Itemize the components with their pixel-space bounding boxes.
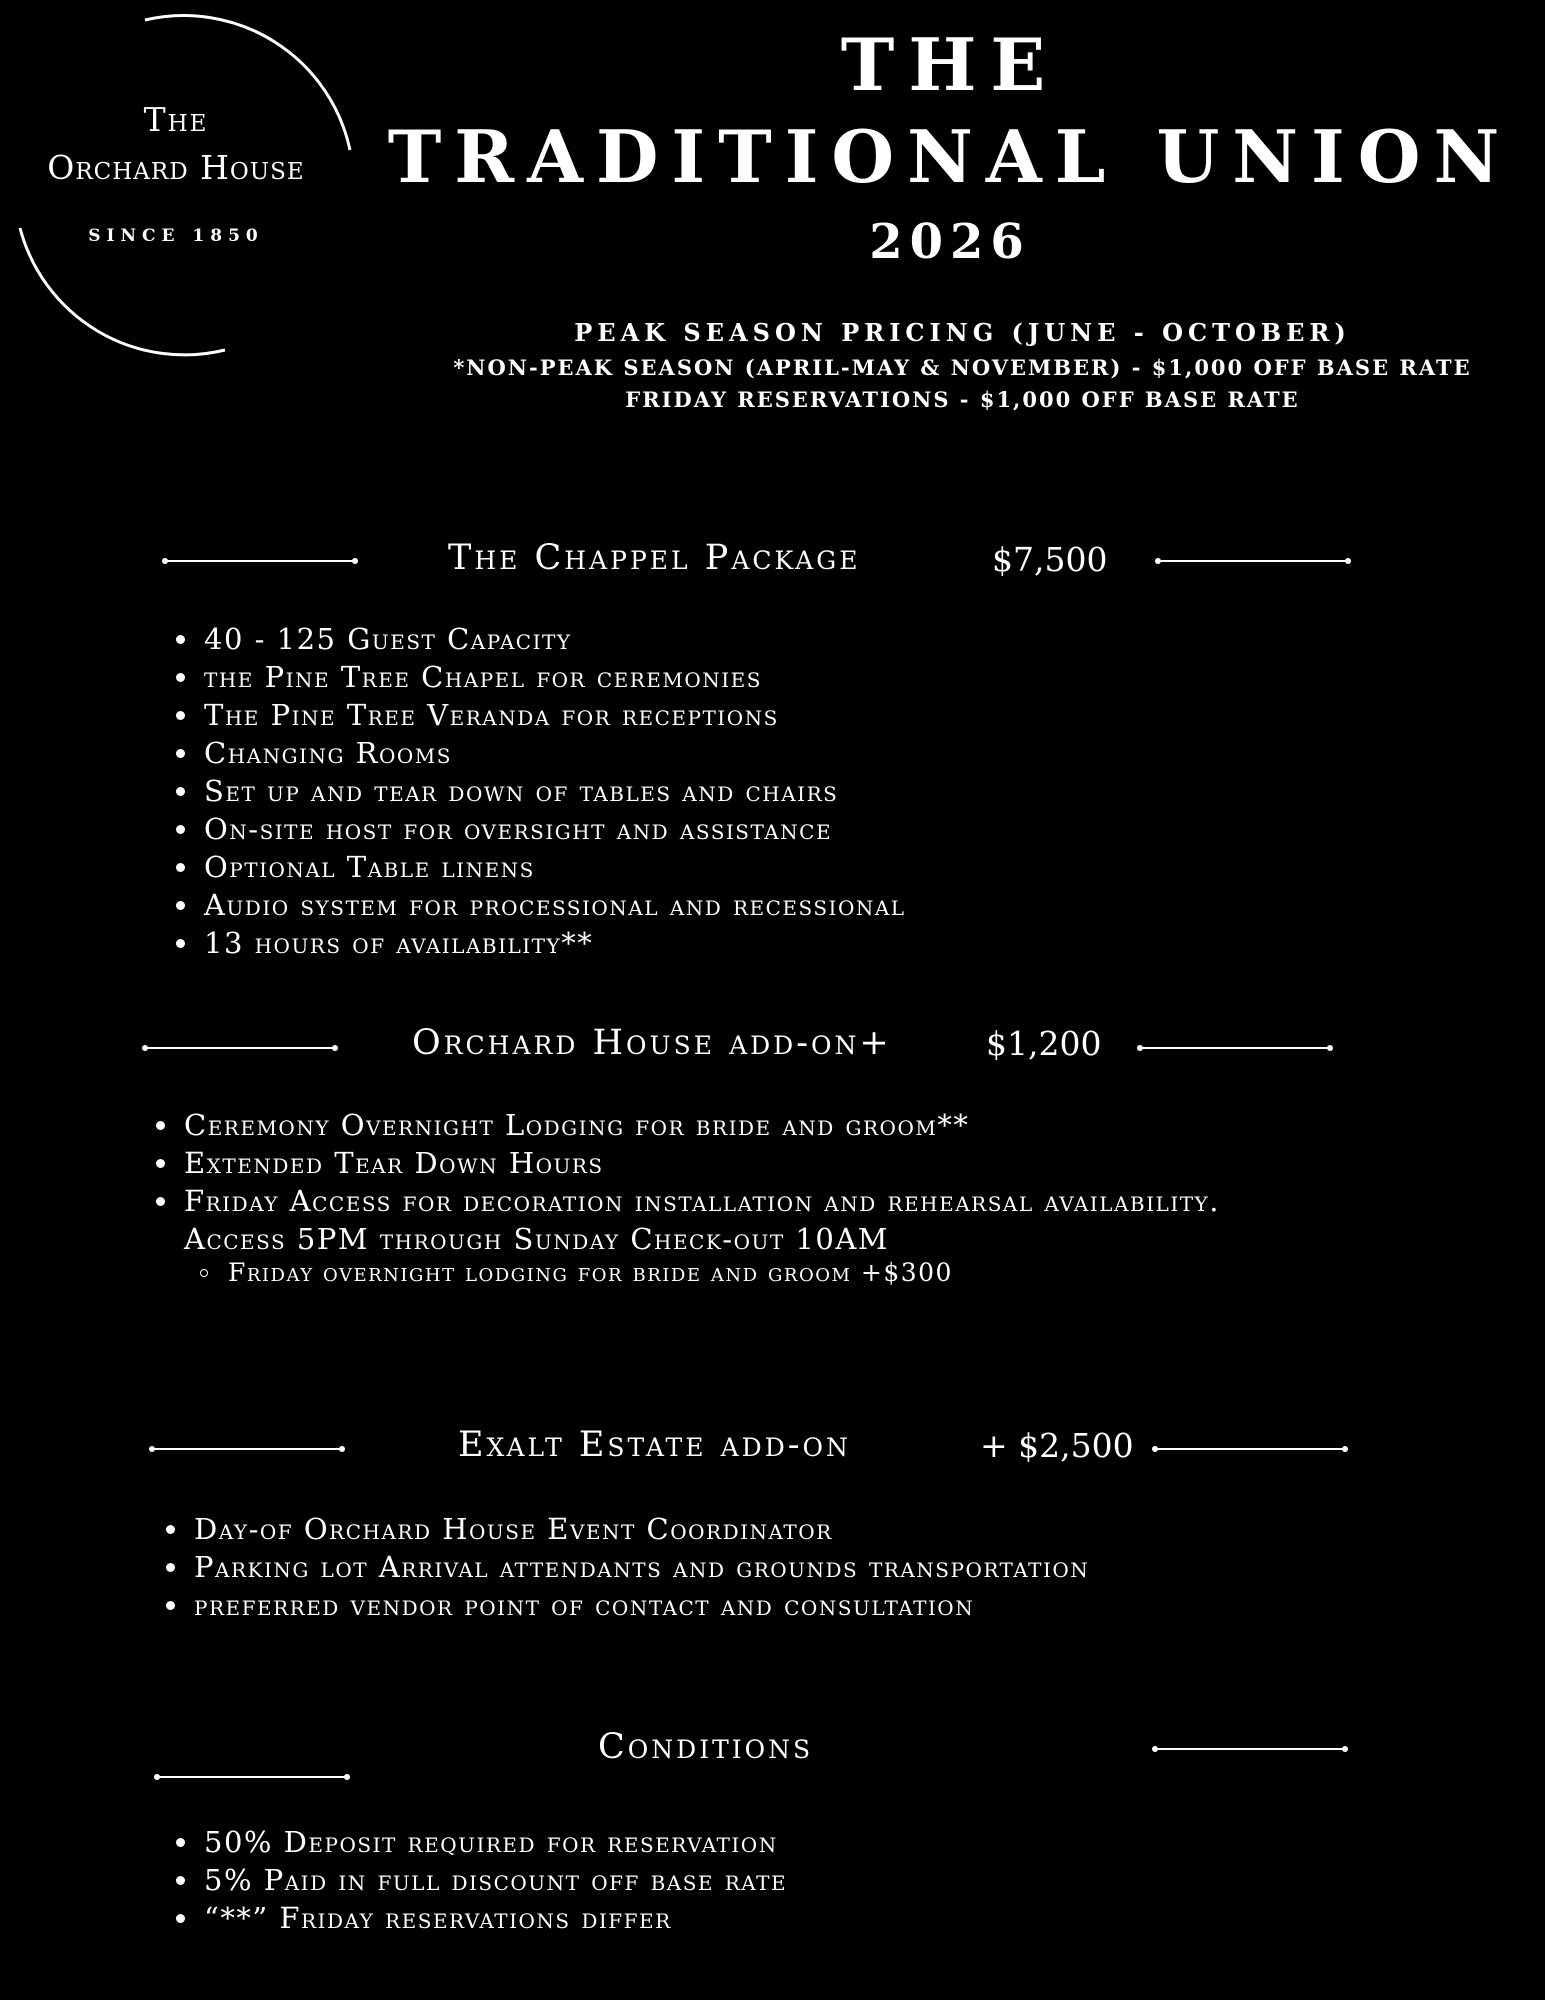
conditions-list (170, 1823, 787, 1937)
logo-since: SINCE 1850 (88, 226, 264, 246)
list-item: 5% Paid in full discount off base rate (170, 1861, 787, 1899)
list-item: Extended Tear Down Hours (150, 1144, 1300, 1182)
section-price-orchard-addon: $1,200 (986, 1024, 1102, 1063)
list-item-text: Friday Access for decoration installation and rehearsal availability. Access 5PM through Sunday Check-out 10AM (184, 1184, 1220, 1256)
list-item: Audio system for processional and recessional (170, 886, 906, 924)
exalt-addon-list (160, 1510, 1089, 1624)
divider-rule-left (152, 1448, 342, 1450)
list-item: On-site host for oversight and assistance (170, 810, 906, 848)
orchard-addon-list (150, 1106, 1300, 1288)
section-title-exalt-addon: Exalt Estate add-on (458, 1425, 851, 1465)
list-item: The Pine Tree Veranda for receptions (170, 696, 906, 734)
section-price-chappel: $7,500 (992, 540, 1108, 579)
list-item (150, 1182, 1300, 1288)
logo-line-2: Orchard House (47, 148, 305, 187)
non-peak-season-note: *NON-PEAK SEASON (APRIL-MAY & NOVEMBER) - $1,000 OFF BASE RATE (453, 355, 1472, 380)
divider-rule-right (1155, 1448, 1345, 1450)
list-item: Set up and tear down of tables and chairs (170, 772, 906, 810)
friday-reservations-note: FRIDAY RESERVATIONS - $1,000 OFF BASE RATE (625, 387, 1300, 412)
section-title-conditions: Conditions (598, 1727, 814, 1767)
divider-rule-right (1158, 560, 1348, 562)
title-the: THE (840, 22, 1060, 107)
divider-rule-right (1140, 1047, 1330, 1049)
divider-rule-left (145, 1047, 335, 1049)
list-item: Day-of Orchard House Event Coordinator (160, 1510, 1089, 1548)
divider-rule-right (1155, 1748, 1345, 1750)
list-item: 50% Deposit required for reservation (170, 1823, 787, 1861)
orchard-addon-sublist (184, 1258, 1300, 1288)
list-item: Parking lot Arrival attendants and grounds transportation (160, 1548, 1089, 1586)
sub-list-item: Friday overnight lodging for bride and groom +$300 (184, 1258, 1300, 1288)
list-item: Optional Table linens (170, 848, 906, 886)
list-item: 40 - 125 Guest Capacity (170, 620, 906, 658)
list-item: Ceremony Overnight Lodging for bride and groom** (150, 1106, 1300, 1144)
chappel-package-list (170, 620, 906, 962)
divider-rule-left (165, 560, 355, 562)
list-item: preferred vendor point of contact and consultation (160, 1586, 1089, 1624)
logo-line-1: The (143, 100, 209, 139)
page-title: TRADITIONAL UNION (387, 114, 1513, 199)
peak-season-pricing: PEAK SEASON PRICING (JUNE - OCTOBER) (574, 318, 1351, 347)
list-item: the Pine Tree Chapel for ceremonies (170, 658, 906, 696)
list-item: Changing Rooms (170, 734, 906, 772)
list-item: 13 hours of availability** (170, 924, 906, 962)
title-year: 2026 (869, 214, 1031, 270)
list-item: “**” Friday reservations differ (170, 1899, 787, 1937)
section-title-orchard-addon: Orchard House add-on+ (412, 1023, 892, 1063)
logo-circle-graphic (0, 0, 380, 380)
section-title-chappel: The Chappel Package (448, 538, 861, 578)
section-price-exalt-addon: + $2,500 (980, 1426, 1134, 1465)
divider-rule-left (157, 1776, 347, 1778)
